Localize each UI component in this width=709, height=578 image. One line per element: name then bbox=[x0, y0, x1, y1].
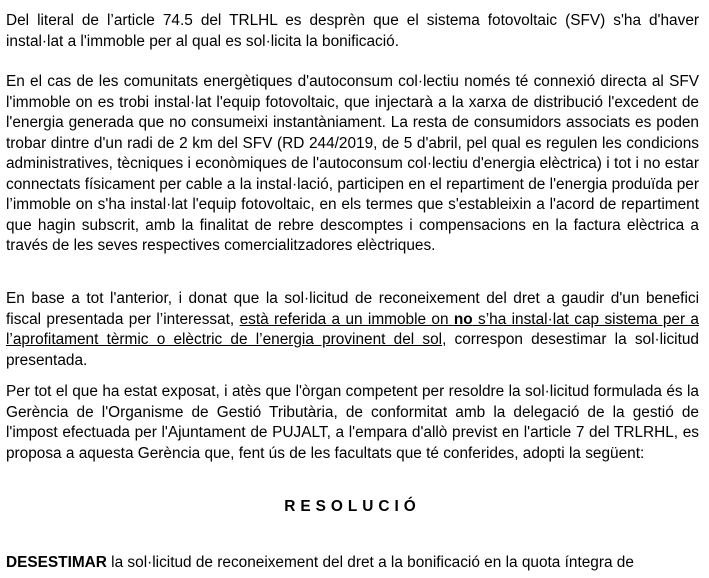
paragraph-competence: Per tot el que ha estat exposat, i atès que l'òrgan competent per resoldre la sol·licitud formulada és la Gerència de l'Organisme de Gestió Tributària, de conformitat amb la delegació de la gestió de l'impost efectuada per l'Ajuntament de PUJALT, a l'empara d'allò previst en l'article 7 del TRLRHL, es proposa a aquesta Gerència que, fent ús de les facultats que té conferides, adopti la següent: bbox=[6, 383, 699, 462]
emphasis-no: no bbox=[453, 310, 473, 328]
paragraph-legal-basis: Del literal de l’article 74.5 del TRLHL es desprèn que el sistema fotovoltaic (SFV) s'ha d'haver instal·lat a l'immoble per al qual es sol·licita la bonificació. bbox=[6, 12, 699, 50]
paragraph-conclusion-intro: En base a tot l'anterior, i donat que la sol·licitud de reconeixement del dret a gaudir d'un benefici fiscal presentada per l’interessat, bbox=[6, 290, 699, 328]
underlined-statement-start: està referida a un immoble on bbox=[239, 310, 454, 328]
paragraph-energy-communities: En el cas de les comunitats energètiques d'autoconsum col·lectiu només té connexió directa al SFV l'immoble on es trobi instal·lat l'equip fotovoltaic, que injectarà a la xarxa de distribució l'excedent de l'energia generada que no consumeixi instantàniament. La resta de consumidors associats es poden trobar dintre d'un radi de 2 km del SFV (RD 244/2019, de 5 d'abril, pel qual es regulen les condicions administratives, tècniques i econòmiques de l'autoconsum col·lectiu d'energia elèctrica) i tot i no estar connectats físicament per cable a la instal·lació, participen en el repartiment de l'energia produïda per l’immoble on s'ha instal·lat l'equip fotovoltaic, en els termes que s'estableixin a l'acord de repartiment que hagin subscrit, amb la finalitat de rebre descomptes i compensacions en la factura elèctrica a través de les seves respectives comercialitzadores elèctriques. bbox=[6, 73, 699, 254]
paragraph-conclusion-end: , correspon desestimar la sol·licitud presentada. bbox=[6, 331, 699, 369]
underlined-statement-end: s’ha instal·lat cap sistema per a l’aprofitament tèrmic o elèctric de l’energia provinent del sol bbox=[6, 310, 699, 348]
resolution-text: la sol·licitud de reconeixement del dret a la bonificació en la quota íntegra de bbox=[106, 554, 634, 571]
resolution-heading: RESOLUCIÓ bbox=[284, 498, 421, 515]
resolution-verb: DESESTIMAR bbox=[6, 554, 107, 571]
paragraph-conclusion bbox=[6, 289, 699, 371]
paragraph-resolution bbox=[6, 553, 699, 574]
